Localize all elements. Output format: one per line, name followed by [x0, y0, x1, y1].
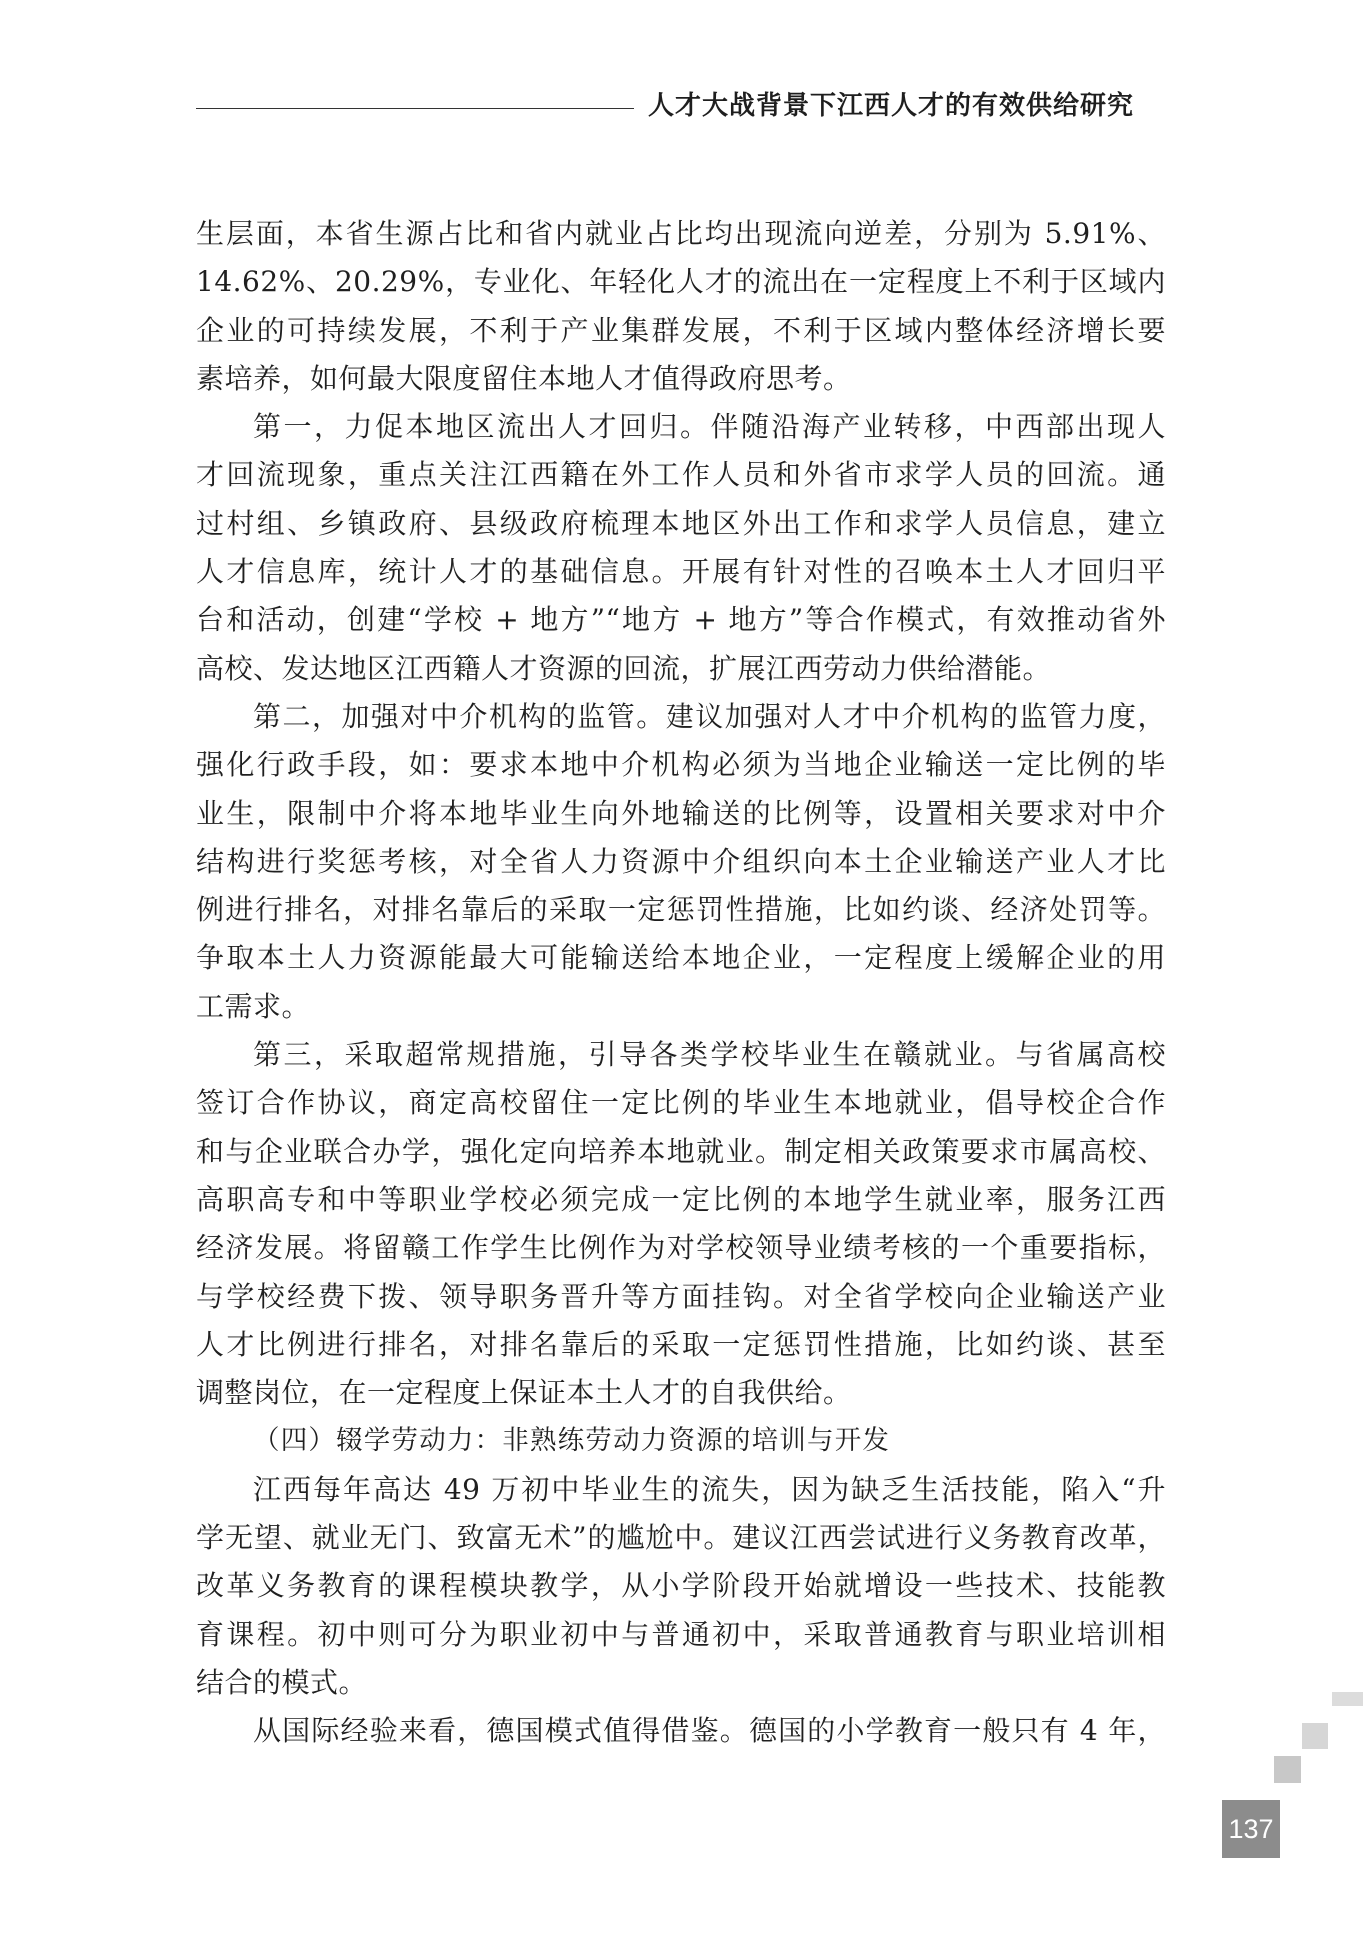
text-line: 结合的模式。 — [196, 1665, 368, 1699]
paragraph-first-line: 江西每年高达 49 万初中毕业生的流失，因为缺乏生活技能，陷入“升 — [253, 1472, 1166, 1506]
decorative-square — [1332, 1692, 1363, 1706]
text-line: 学无望、就业无门、致富无术”的尴尬中。建议江西尝试进行义务教育改革， — [196, 1521, 1166, 1555]
text-line: 争取本土人力资源能最大可能输送给本地企业，一定程度上缓解企业的用 — [196, 941, 1166, 975]
text-line: 强化行政手段，如：要求本地中介机构必须为当地企业输送一定比例的毕 — [196, 748, 1166, 782]
page-number: 137 — [1222, 1800, 1280, 1858]
text-line: 素培养，如何最大限度留住本地人才值得政府思考。 — [196, 361, 852, 395]
running-title: 人才大战背景下江西人才的有效供给研究 — [648, 91, 1135, 121]
decorative-square — [1274, 1756, 1301, 1783]
paragraph-first-line: 第二，加强对中介机构的监管。建议加强对人才中介机构的监管力度， — [253, 699, 1166, 733]
text-line: 例进行排名，对排名靠后的采取一定惩罚性措施，比如约谈、经济处罚等。 — [196, 893, 1166, 927]
text-line: 生层面，本省生源占比和省内就业占比均出现流向逆差，分别为 5.91%、 — [196, 217, 1166, 250]
paragraph-first-line: 从国际经验来看，德国模式值得借鉴。德国的小学教育一般只有 4 年， — [253, 1714, 1166, 1748]
text-line: 14.62%、20.29%，专业化、年轻化人才的流出在一定程度上不利于区域内 — [196, 265, 1166, 299]
text-line: 改革义务教育的课程模块教学，从小学阶段开始就增设一些技术、技能教 — [196, 1569, 1166, 1603]
text-line: 和与企业联合办学，强化定向培养本地就业。制定相关政策要求市属高校、 — [196, 1134, 1166, 1168]
text-line: 人才比例进行排名，对排名靠后的采取一定惩罚性措施，比如约谈、甚至 — [196, 1327, 1166, 1361]
section-heading: （四）辍学劳动力：非熟练劳动力资源的培训与开发 — [253, 1425, 891, 1457]
text-line: 经济发展。将留赣工作学生比例作为对学校领导业绩考核的一个重要指标， — [196, 1231, 1166, 1265]
text-line: 结构进行奖惩考核，对全省人力资源中介组织向本土企业输送产业人才比 — [196, 844, 1166, 878]
text-line: 台和活动，创建“学校 + 地方”“地方 + 地方”等合作模式，有效推动省外 — [196, 603, 1166, 637]
text-line: 企业的可持续发展，不利于产业集群发展，不利于区域内整体经济增长要 — [196, 313, 1166, 347]
decorative-square — [1302, 1723, 1328, 1749]
text-line: 调整岗位，在一定程度上保证本土人才的自我供给。 — [196, 1376, 852, 1410]
text-line: 业生，限制中介将本地毕业生向外地输送的比例等，设置相关要求对中介 — [196, 796, 1166, 830]
paragraph-first-line: 第一，力促本地区流出人才回归。伴随沿海产业转移，中西部出现人 — [253, 410, 1166, 444]
text-line: 与学校经费下拨、领导职务晋升等方面挂钩。对全省学校向企业输送产业 — [196, 1279, 1166, 1313]
text-line: 育课程。初中则可分为职业初中与普通初中，采取普通教育与职业培训相 — [196, 1617, 1166, 1651]
text-line: 过村组、乡镇政府、县级政府梳理本地区外出工作和求学人员信息，建立 — [196, 506, 1166, 540]
text-line: 人才信息库，统计人才的基础信息。开展有针对性的召唤本土人才回归平 — [196, 555, 1166, 589]
text-line: 工需求。 — [196, 989, 311, 1023]
text-line: 才回流现象，重点关注江西籍在外工作人员和外省市求学人员的回流。通 — [196, 458, 1166, 492]
text-line: 签订合作协议，商定高校留住一定比例的毕业生本地就业，倡导校企合作 — [196, 1086, 1166, 1120]
paragraph-first-line: 第三，采取超常规措施，引导各类学校毕业生在赣就业。与省属高校 — [253, 1038, 1166, 1072]
header-rule — [196, 108, 634, 109]
text-line: 高职高专和中等职业学校必须完成一定比例的本地学生就业率，服务江西 — [196, 1182, 1166, 1216]
body-text — [196, 210, 1166, 1756]
text-line: 高校、发达地区江西籍人才资源的回流，扩展江西劳动力供给潜能。 — [196, 651, 1052, 685]
